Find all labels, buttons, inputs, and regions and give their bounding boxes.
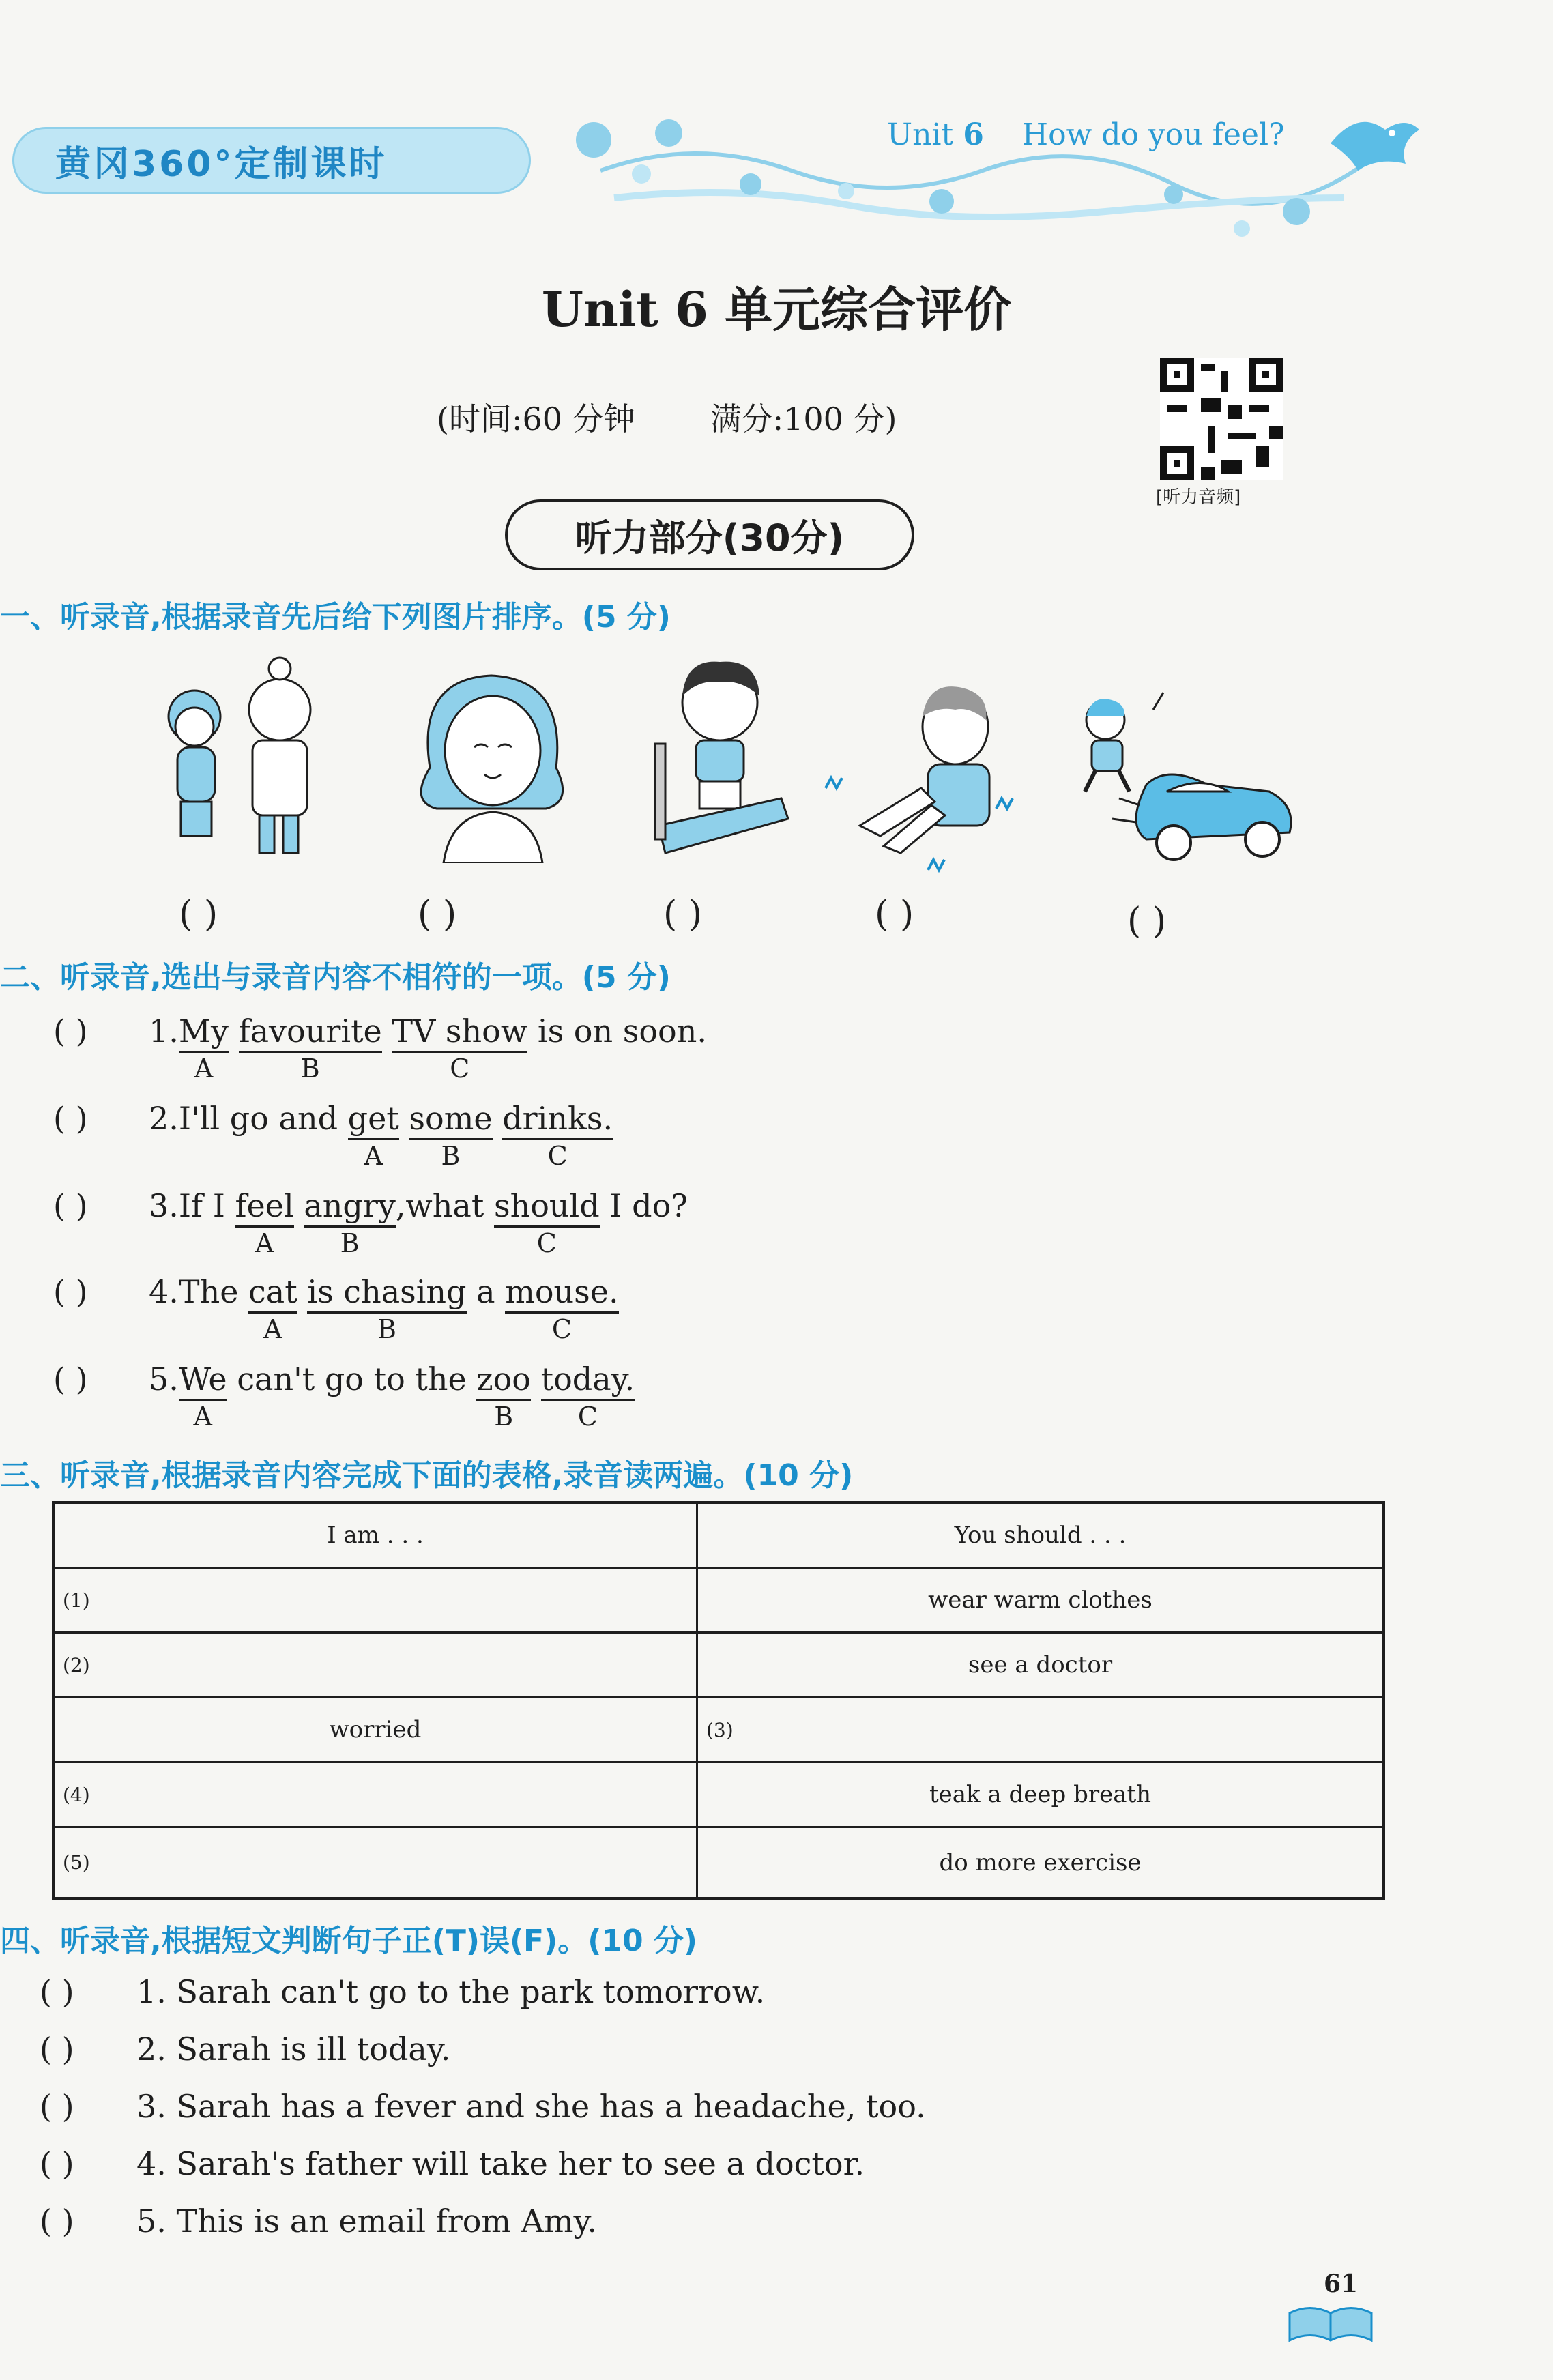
feelings-table (52, 1501, 1385, 1900)
picture-bracket-1[interactable]: ( ) (179, 894, 218, 935)
question-1: 1.My A favourite B TV show C is on soon. (149, 1013, 707, 1084)
section3-title: 三、听录音,根据录音内容完成下面的表格,录音读两遍。(10 分) (0, 1458, 854, 1493)
row-number: (5) (63, 1851, 90, 1874)
table-row (55, 1634, 1382, 1698)
section4-title: 四、听录音,根据短文判断句子正(T)误(F)。(10 分) (0, 1924, 697, 1958)
tf-item-4: 4. Sarah's father will take her to see a doctor. (136, 2145, 865, 2182)
page-title: Unit 6 单元综合评价 (541, 281, 1012, 338)
tf-item-3: 3. Sarah has a fever and she has a headache, too. (136, 2088, 926, 2125)
answer-bracket[interactable]: ( ) (53, 1187, 88, 1224)
qr-caption: [听力音频] (1156, 487, 1241, 508)
row-number: (3) (706, 1718, 734, 1741)
answer-bracket[interactable]: ( ) (53, 1013, 88, 1049)
row-number: (1) (63, 1588, 90, 1612)
picture-bracket-3[interactable]: ( ) (663, 894, 703, 935)
boy-running-picture (645, 655, 795, 867)
qr-code-icon[interactable] (1160, 358, 1283, 480)
answer-bracket[interactable]: ( ) (53, 1361, 88, 1397)
advice-cell: wear warm clothes (928, 1586, 1152, 1614)
answer-bracket[interactable]: ( ) (53, 1273, 88, 1310)
tf-item-2: 2. Sarah is ill today. (136, 2031, 451, 2067)
section1-title: 一、听录音,根据录音先后给下列图片排序。(5 分) (0, 600, 671, 635)
row-number: (2) (63, 1653, 90, 1677)
boy-sitting-picture (819, 679, 1024, 877)
book-icon (1283, 2299, 1378, 2347)
advice-cell: do more exercise (939, 1848, 1142, 1876)
advice-cell: see a doctor (968, 1651, 1113, 1679)
picture-bracket-2[interactable]: ( ) (418, 894, 457, 935)
question-3: 3.If I feel A angry B ,what should C I do? (149, 1187, 688, 1258)
table-row (55, 1828, 1382, 1899)
bird-icon (1317, 102, 1426, 184)
girl-picture (409, 665, 573, 863)
brand-banner: 黄冈360°定制课时 (12, 127, 531, 194)
time-info: (时间:60 分钟 满分:100 分) (437, 401, 897, 437)
row-number: (4) (63, 1783, 90, 1806)
table-divider (696, 1504, 698, 1897)
question-4: 4.The cat A is chasing B a mouse. C (149, 1273, 619, 1344)
answer-bracket[interactable]: ( ) (40, 2088, 74, 2125)
question-2: 2.I'll go and get A some B drinks. C (149, 1100, 613, 1171)
section2-title: 二、听录音,选出与录音内容不相符的一项。(5 分) (0, 960, 671, 995)
answer-bracket[interactable]: ( ) (40, 1973, 74, 2010)
table-row (55, 1763, 1382, 1828)
question-5: 5.We A can't go to the zoo B today. C (149, 1361, 635, 1432)
table-row (55, 1569, 1382, 1634)
answer-bracket[interactable]: ( ) (40, 2203, 74, 2239)
unit-header: Unit 6 How do you feel? (887, 117, 1285, 152)
table-header-left: I am . . . (327, 1522, 424, 1549)
page-number: 61 (1324, 2269, 1359, 2298)
answer-bracket[interactable]: ( ) (53, 1100, 88, 1137)
table-header-right: You should . . . (954, 1522, 1127, 1549)
doctor-patient-picture (143, 655, 348, 860)
car-accident-picture (1064, 689, 1337, 894)
tf-item-5: 5. This is an email from Amy. (136, 2203, 597, 2239)
tf-item-1: 1. Sarah can't go to the park tomorrow. (136, 1973, 766, 2010)
answer-bracket[interactable]: ( ) (40, 2145, 74, 2182)
answer-bracket[interactable]: ( ) (40, 2031, 74, 2067)
picture-bracket-5[interactable]: ( ) (1127, 901, 1167, 942)
picture-bracket-4[interactable]: ( ) (875, 894, 914, 935)
advice-cell: teak a deep breath (929, 1781, 1152, 1808)
feeling-cell: worried (329, 1716, 422, 1743)
table-header-row (55, 1504, 1382, 1569)
listening-banner: 听力部分(30分) (505, 499, 914, 570)
table-row (55, 1698, 1382, 1763)
